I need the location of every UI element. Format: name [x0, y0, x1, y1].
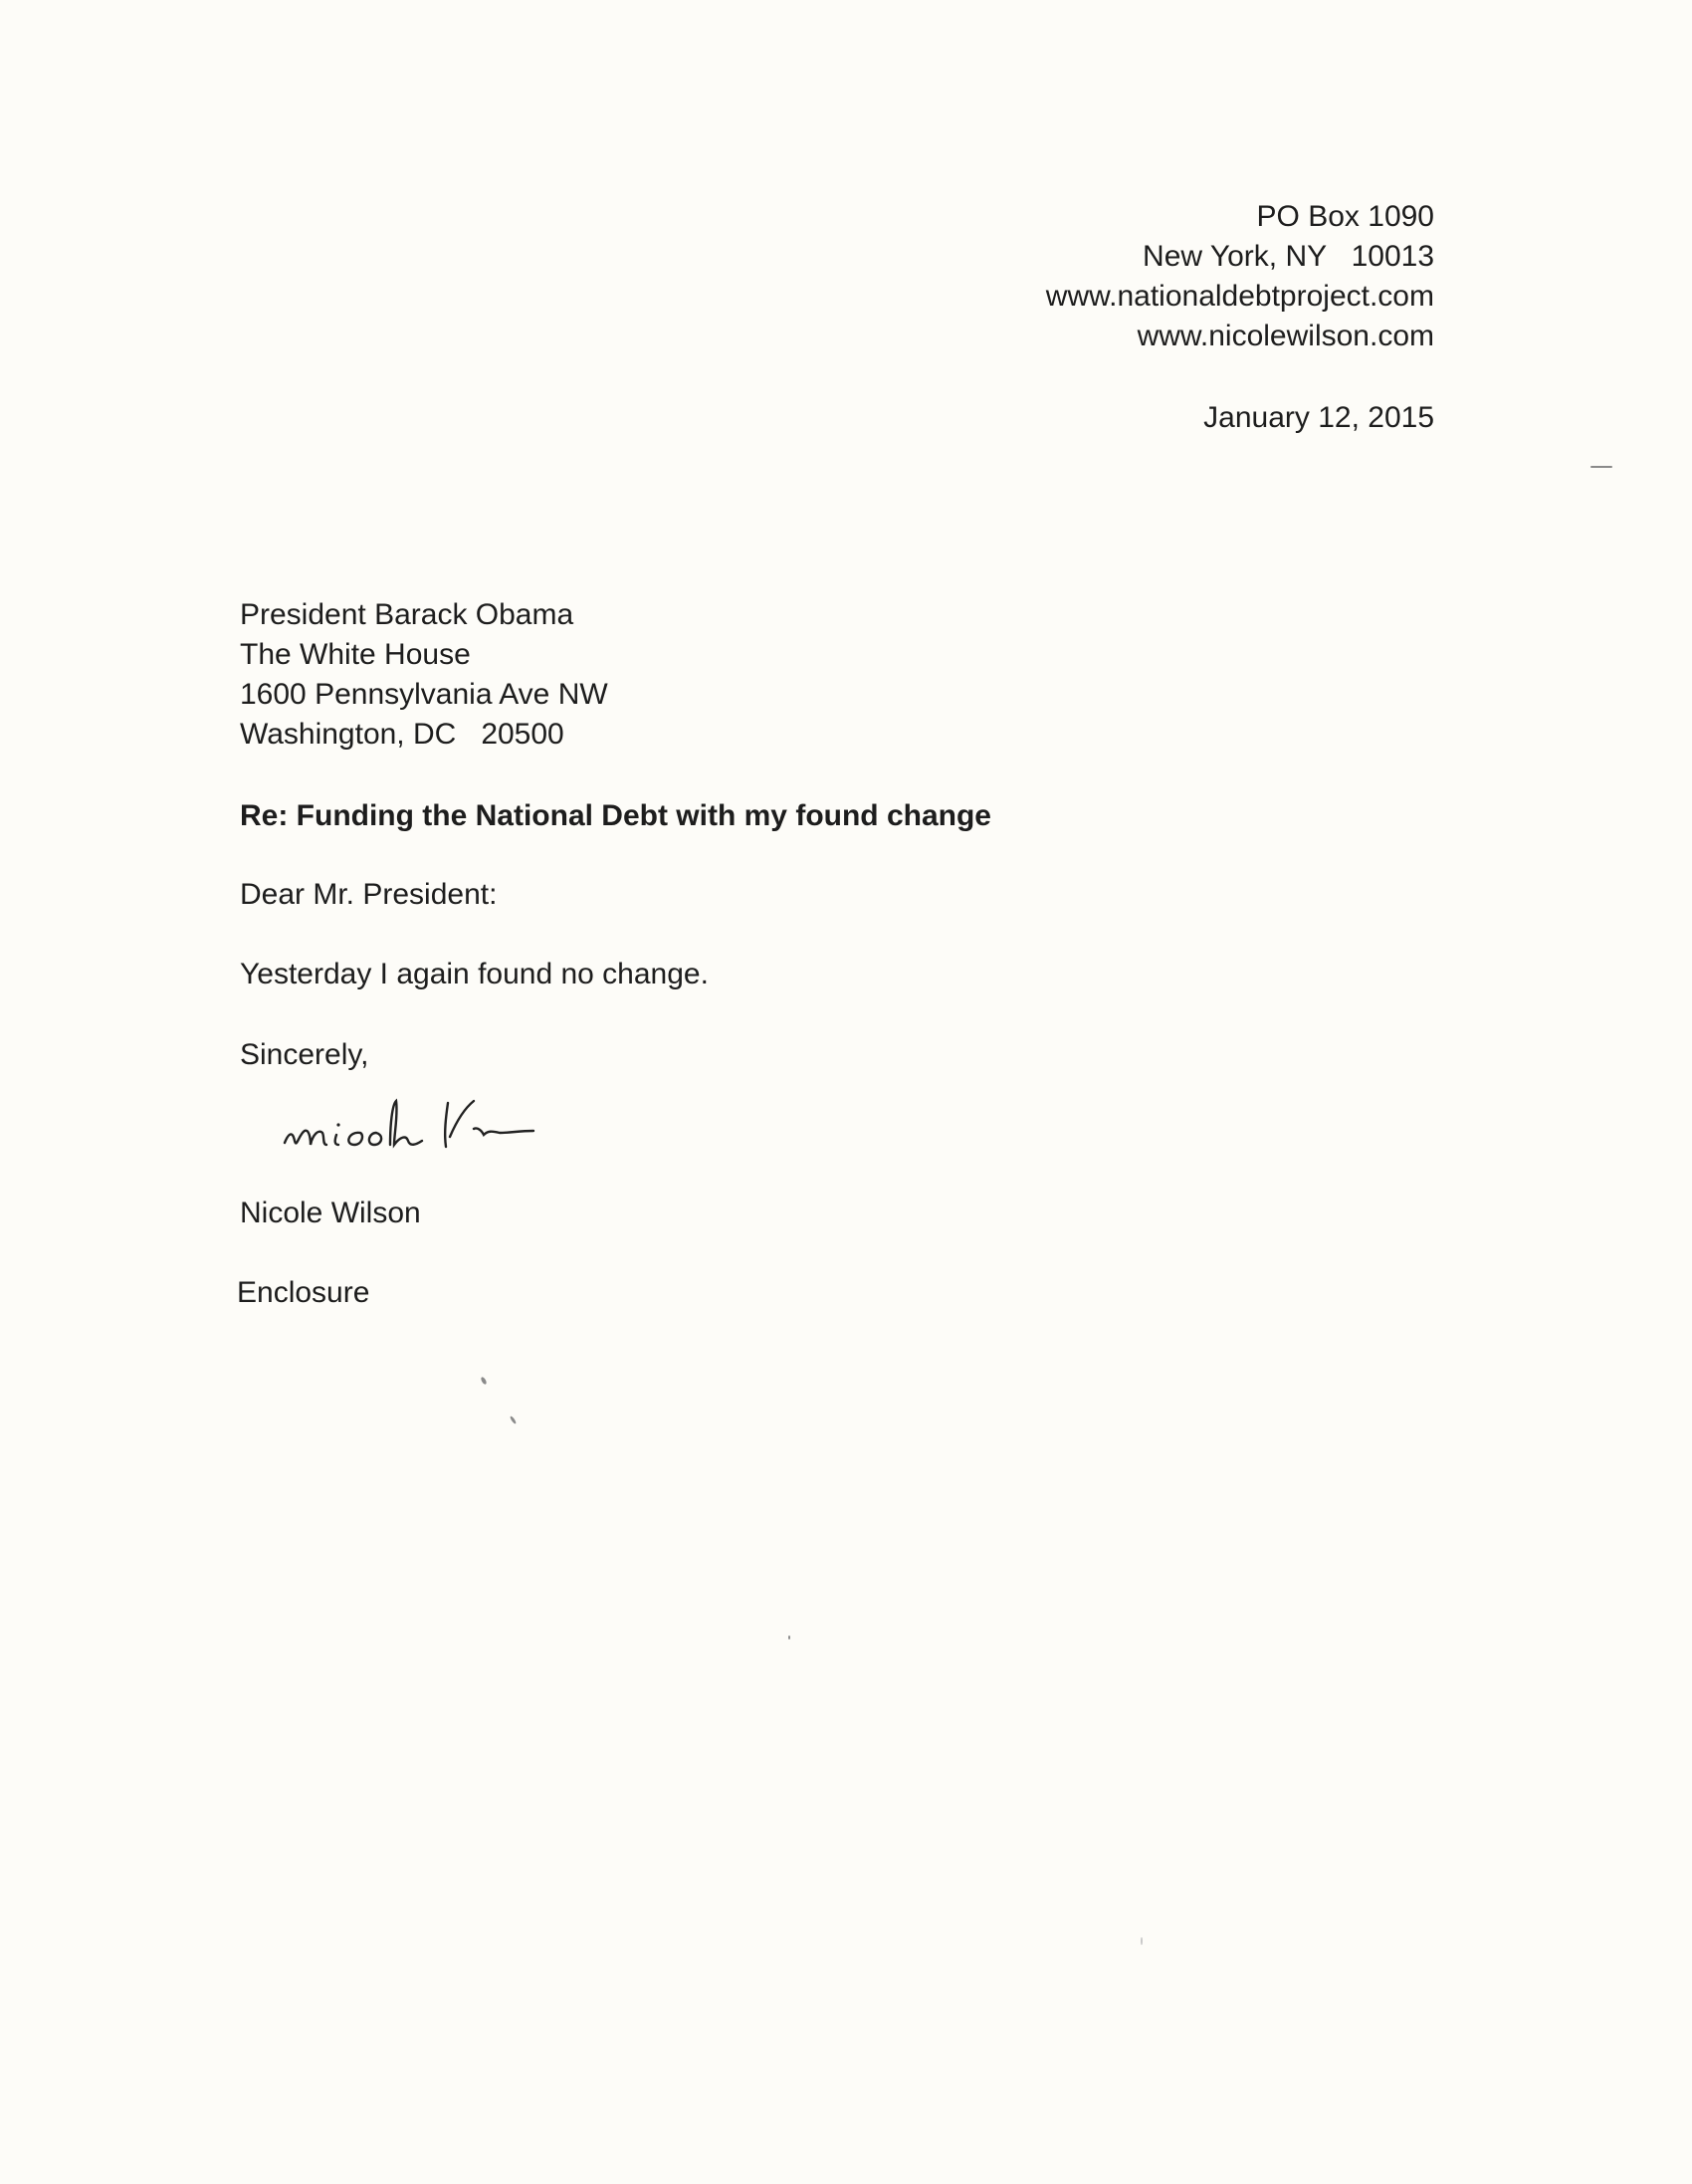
sender-po-box: PO Box 1090	[1256, 200, 1434, 233]
paper-speck	[788, 1636, 790, 1639]
paper-speck	[1590, 466, 1612, 468]
paper-speck	[510, 1416, 518, 1424]
handwritten-signature	[279, 1075, 597, 1175]
signer-name: Nicole Wilson	[240, 1197, 421, 1229]
closing: Sincerely,	[240, 1038, 369, 1071]
recipient-name: President Barack Obama	[240, 598, 574, 631]
letter-date: January 12, 2015	[1203, 401, 1434, 434]
sender-website-2: www.nicolewilson.com	[1137, 320, 1434, 352]
sender-address-block	[1046, 197, 1434, 356]
paper-speck	[480, 1377, 487, 1386]
paper-speck	[1141, 1937, 1143, 1945]
recipient-organization: The White House	[240, 638, 471, 671]
sender-city-line: New York, NY 10013	[1143, 240, 1434, 273]
recipient-address-block	[240, 595, 608, 755]
recipient-street: 1600 Pennsylvania Ave NW	[240, 678, 608, 711]
subject-line: Re: Funding the National Debt with my found change	[240, 799, 991, 832]
salutation: Dear Mr. President:	[240, 878, 498, 911]
body-paragraph: Yesterday I again found no change.	[240, 958, 709, 990]
sender-website-1: www.nationaldebtproject.com	[1045, 280, 1434, 313]
enclosure-notation: Enclosure	[237, 1276, 370, 1309]
recipient-city-line: Washington, DC 20500	[240, 718, 564, 751]
